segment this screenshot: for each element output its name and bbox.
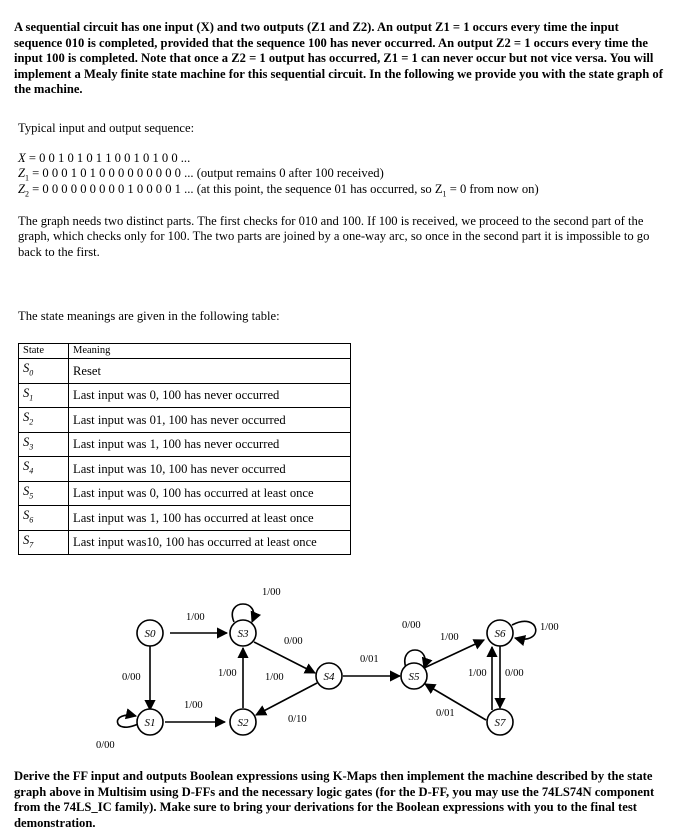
meaning-cell: Last input was 01, 100 has never occurred (69, 408, 351, 433)
edge-label: 1/00 (184, 700, 203, 711)
state-graph (0, 570, 680, 770)
state-cell (19, 481, 69, 506)
z2-tail: = 0 from now on) (446, 182, 539, 196)
table-row (19, 481, 351, 506)
state-label-s5: S5 (408, 671, 420, 683)
header-state: State (19, 344, 69, 359)
edge-label: 0/00 (96, 740, 115, 751)
edge-label: 0/10 (288, 714, 307, 725)
state-label-s7: S7 (494, 717, 506, 729)
header-meaning: Meaning (69, 344, 351, 359)
edge-label: 0/00 (122, 672, 141, 683)
table-header-row (19, 344, 351, 359)
state-label-s2: S2 (237, 717, 249, 729)
z1-sub: 1 (25, 173, 30, 183)
state-sub: 3 (29, 442, 34, 452)
meaning-cell: Last input was 1, 100 has occurred at least once (69, 506, 351, 531)
table-row (19, 530, 351, 555)
meaning-cell: Last input was 0, 100 has never occurred (69, 383, 351, 408)
z2-label: Z (18, 182, 26, 196)
graph-description: The graph needs two distinct parts. The first checks for 010 and 100. If 100 is received, we proceed to the second part of the graph, which checks only for 100. The two parts are joined by a one-way arc, so once in the second part it is impossible to go back to the first. (18, 214, 650, 259)
edge-label: 1/00 (186, 612, 205, 623)
state-sub: 6 (29, 515, 34, 525)
state-letter: S (23, 385, 30, 400)
state-label-s1: S1 (144, 717, 156, 729)
state-letter: S (23, 434, 30, 449)
intro-paragraph: A sequential circuit has one input (X) and two outputs (Z1 and Z2). An output Z1 = 1 occurs every time the input sequence 010 is completed, provided that the sequence 100 has never occurred. An output Z2 = 1 occurs every time the input 100 is completed. Note that once a Z2 = 1 output has occurred, Z1 = 1 can never occur but not vice versa. You will implement a Mealy finite state machine for this sequential circuit. In the following we provide you with the state graph of the machine. (14, 20, 663, 97)
edge-s5-s6 (424, 640, 484, 668)
state-letter: S (23, 508, 30, 523)
edge-s7-s5 (425, 684, 486, 720)
state-letter: S (23, 483, 30, 498)
state-cell (19, 506, 69, 531)
table-row (19, 359, 351, 384)
edge-label: 0/01 (360, 654, 379, 665)
meaning-cell: Reset (69, 359, 351, 384)
z2-sequence-line (18, 182, 539, 202)
edge-label: 0/00 (505, 668, 524, 679)
state-cell (19, 408, 69, 433)
edge-label: 1/00 (540, 622, 559, 633)
state-cell (19, 432, 69, 457)
z2-sub: 2 (25, 189, 30, 199)
x-sequence-line (18, 151, 190, 166)
edge-label: 0/01 (436, 708, 455, 719)
state-letter: S (23, 410, 30, 425)
state-sub: 7 (29, 540, 34, 550)
table-intro: The state meanings are given in the following table: (18, 309, 280, 323)
state-label-s0: S0 (144, 628, 156, 640)
z2-value: = 0 0 0 0 0 0 0 0 0 1 0 0 0 0 1 ... (at this point, the sequence 01 has occurred, so Z (29, 182, 443, 196)
state-cell (19, 359, 69, 384)
state-label-s6: S6 (494, 628, 506, 640)
loop-s1 (117, 715, 138, 727)
edge-s4-s2 (256, 683, 317, 715)
table-row (19, 506, 351, 531)
state-cell (19, 530, 69, 555)
state-label-s3: S3 (237, 628, 249, 640)
table-row (19, 432, 351, 457)
meaning-cell: Last input was 1, 100 has never occurred (69, 432, 351, 457)
state-sub: 0 (29, 368, 34, 378)
state-label-s4: S4 (323, 671, 335, 683)
meaning-cell: Last input was 0, 100 has occurred at least once (69, 481, 351, 506)
state-letter: S (23, 361, 30, 375)
meaning-cell: Last input was 10, 100 has never occurred (69, 457, 351, 482)
closing-paragraph: Derive the FF input and outputs Boolean expressions using K-Maps then implement the machine described by the state graph above in Multisim using D-FFs and the necessary logic gates (for the D-FF, you may use the 74LS74N component from the 74LS_IC family). Make sure to bring your derivations for the Boolean expressions with you to the final test demonstration. (14, 769, 655, 830)
edge-label: 0/00 (284, 636, 303, 647)
state-letter: S (23, 459, 30, 474)
edge-label: 1/00 (262, 587, 281, 598)
z1-label: Z (18, 166, 26, 180)
edge-label: 1/00 (265, 672, 284, 683)
state-letter: S (23, 532, 30, 547)
edge-label: 1/00 (440, 632, 459, 643)
state-sub: 2 (29, 417, 34, 427)
edge-label: 1/00 (468, 668, 487, 679)
edge-label: 1/00 (218, 668, 237, 679)
table-row (19, 383, 351, 408)
state-sub: 5 (29, 491, 34, 501)
x-value: = 0 0 1 0 1 0 1 1 0 0 1 0 1 0 0 ... (25, 151, 191, 165)
typical-sequence-heading: Typical input and output sequence: (18, 121, 195, 135)
loop-s6 (512, 621, 536, 639)
state-sub: 4 (29, 466, 34, 476)
table-row (19, 408, 351, 433)
z1-value: = 0 0 0 1 0 1 0 0 0 0 0 0 0 0 0 ... (output remains 0 after 100 received) (29, 166, 384, 180)
meaning-cell: Last input was10, 100 has occurred at least once (69, 530, 351, 555)
edge-label: 0/00 (402, 620, 421, 631)
state-cell (19, 383, 69, 408)
z2-tail-sub: 1 (442, 189, 447, 199)
state-cell (19, 457, 69, 482)
table-row (19, 457, 351, 482)
state-meaning-table (18, 343, 351, 555)
state-sub: 1 (29, 393, 34, 403)
x-label: X (18, 151, 26, 165)
